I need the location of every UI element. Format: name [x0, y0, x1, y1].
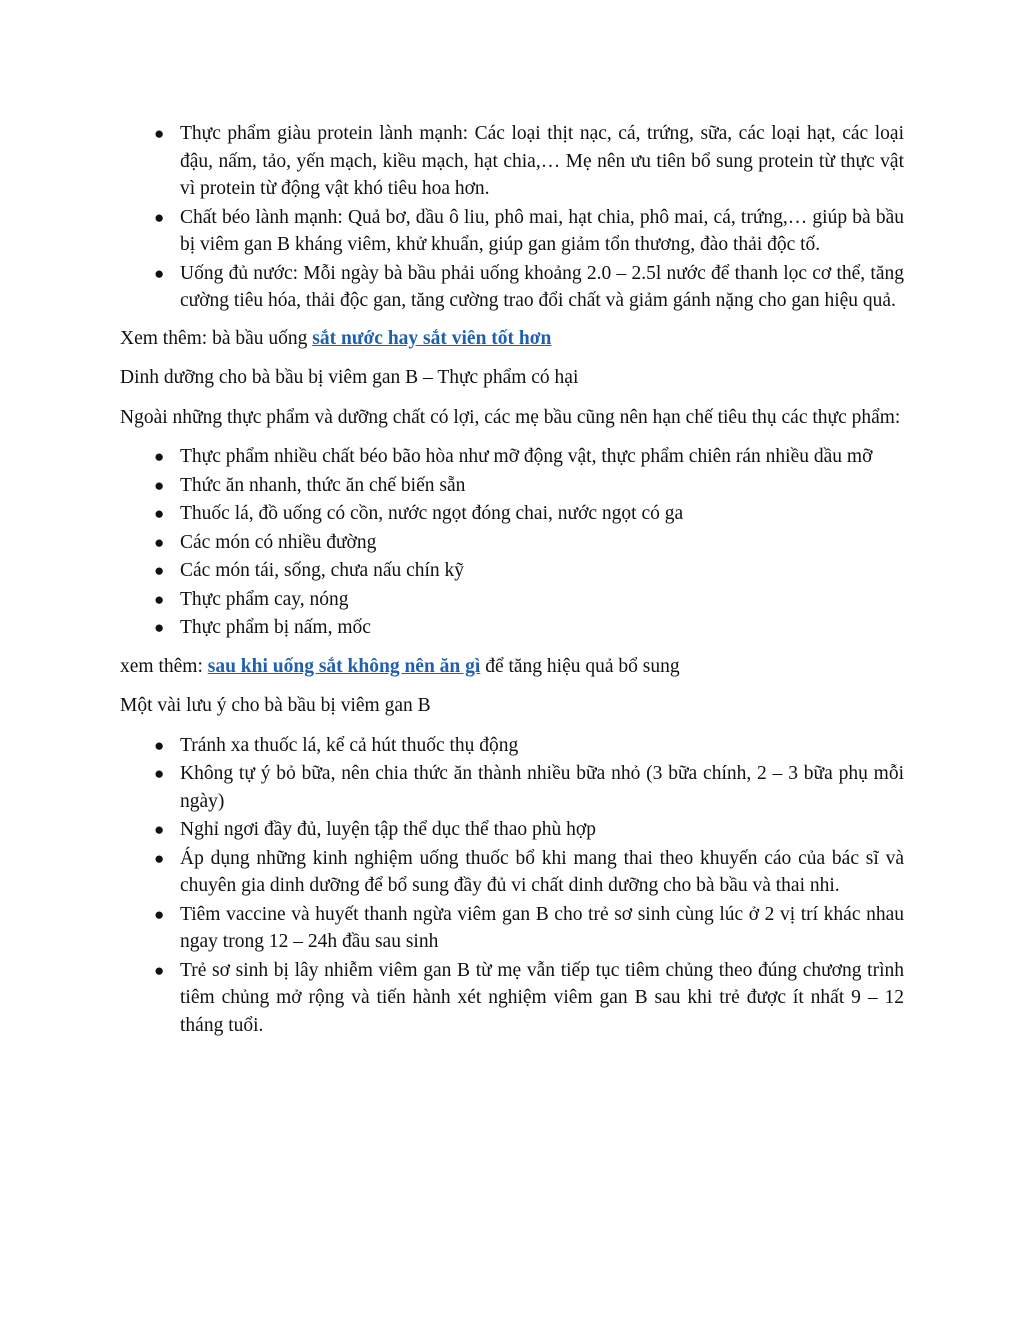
notes-list — [120, 732, 904, 1040]
list-item — [120, 204, 904, 259]
list-item-text: Áp dụng những kinh nghiệm uống thuốc bổ khi mang thai theo khuyến cáo của bác sĩ và chuyên gia dinh dưỡng để bổ sung đầy đủ vi chất dinh dưỡng cho bà bầu và thai nhi. — [180, 847, 904, 896]
list-item — [120, 120, 904, 203]
bullet-icon: ● — [154, 589, 165, 609]
bullet-icon: ● — [154, 263, 165, 283]
list-item-text: Không tự ý bỏ bữa, nên chia thức ăn thành nhiều bữa nhỏ (3 bữa chính, 2 – 3 bữa phụ mỗi ngày) — [180, 763, 904, 812]
list-item-text: Các món có nhiều đường — [180, 531, 377, 553]
list-item — [120, 529, 904, 557]
list-item-text: Thực phẩm giàu protein lành mạnh: Các loại thịt nạc, cá, trứng, sữa, các loại hạt, các loại đậu, nấm, tảo, yến mạch, kiều mạch, hạt chia,… Mẹ nên ưu tiên bổ sung protein từ thực vật vì protein từ động vật khó tiêu hoa hơn. — [180, 123, 904, 199]
healthy-foods-list — [120, 120, 904, 315]
list-item-text: Thực phẩm nhiều chất béo bão hòa như mỡ động vật, thực phẩm chiên rán nhiều dầu mỡ — [180, 446, 873, 467]
list-item-text: Tiêm vaccine và huyết thanh ngừa viêm gan B cho trẻ sơ sinh cùng lúc ở 2 vị trí khác nhau ngay trong 12 – 24h đầu sau sinh — [180, 903, 904, 952]
list-item — [120, 732, 904, 760]
bullet-icon: ● — [154, 960, 165, 980]
list-item-text: Uống đủ nước: Mỗi ngày bà bầu phải uống khoảng 2.0 – 2.5l nước để thanh lọc cơ thể, tăng cường tiêu hóa, thải độc gan, tăng cường trao đổi chất và giảm gánh nặng cho gan hiệu quả. — [180, 262, 904, 311]
see-also-suffix: để tăng hiệu quả bổ sung — [480, 655, 680, 677]
section-heading-harmful-foods: Dinh dưỡng cho bà bầu bị viêm gan B – Thực phẩm có hại — [120, 367, 579, 388]
list-item-text: Thực phẩm bị nấm, mốc — [180, 617, 371, 638]
list-item — [120, 586, 904, 614]
list-item-text: Trẻ sơ sinh bị lây nhiễm viêm gan B từ mẹ vẫn tiếp tục tiêm chủng theo đúng chương trình tiêm chủng mở rộng và tiến hành xét nghiệm viêm gan B sau khi trẻ được ít nhất 9 – 12 tháng tuổi. — [180, 959, 904, 1036]
list-item — [120, 957, 904, 1040]
list-item — [120, 816, 904, 844]
list-item — [120, 443, 904, 471]
list-item — [120, 901, 904, 956]
list-item-text: Chất béo lành mạnh: Quả bơ, dầu ô liu, phô mai, hạt chia, phô mai, cá, trứng,… giúp bà bầu bị viêm gan B kháng viêm, khử khuẩn, giúp gan giảm tổn thương, đào thải độc tố. — [180, 206, 904, 255]
bullet-icon: ● — [154, 207, 165, 227]
harmful-foods-list — [120, 443, 904, 642]
document-page — [120, 120, 904, 1040]
section-heading-notes: Một vài lưu ý cho bà bầu bị viêm gan B — [120, 695, 431, 716]
list-item — [120, 557, 904, 585]
list-item-text: Thức ăn nhanh, thức ăn chế biến sẵn — [180, 474, 466, 496]
see-also-paragraph — [120, 325, 904, 353]
after-iron-link[interactable]: sau khi uống sắt không nên ăn gì — [207, 655, 481, 677]
bullet-icon: ● — [154, 618, 165, 637]
list-item — [120, 260, 904, 315]
list-item — [120, 500, 904, 528]
bullet-icon: ● — [154, 848, 165, 868]
see-also-prefix: xem thêm: — [120, 655, 208, 677]
iron-form-link[interactable]: sắt nước hay sắt viên tốt hơn — [312, 327, 552, 349]
list-item-text: Các món tái, sống, chưa nấu chín kỹ — [180, 560, 465, 581]
bullet-icon: ● — [154, 124, 165, 143]
bullet-icon: ● — [154, 475, 165, 495]
list-item-text: Thuốc lá, đồ uống có cồn, nước ngọt đóng chai, nước ngọt có ga — [180, 503, 684, 524]
bullet-icon: ● — [154, 561, 165, 580]
list-item-text: Tránh xa thuốc lá, kể cả hút thuốc thụ động — [180, 734, 519, 756]
see-also-prefix: Xem thêm: bà bầu uống — [120, 327, 313, 349]
list-item — [120, 760, 904, 815]
bullet-icon: ● — [154, 504, 165, 523]
list-item-text: Nghỉ ngơi đầy đủ, luyện tập thể dục thể thao phù hợp — [180, 819, 596, 840]
see-also-paragraph — [120, 653, 904, 681]
list-item — [120, 472, 904, 500]
bullet-icon: ● — [154, 764, 165, 783]
bullet-icon: ● — [154, 904, 165, 924]
bullet-icon: ● — [154, 735, 165, 755]
list-item — [120, 614, 904, 642]
bullet-icon: ● — [154, 820, 165, 839]
list-item-text: Thực phẩm cay, nóng — [180, 588, 349, 610]
list-item — [120, 845, 904, 900]
bullet-icon: ● — [154, 447, 165, 466]
bullet-icon: ● — [154, 532, 165, 552]
harmful-foods-intro: Ngoài những thực phẩm và dưỡng chất có lợi, các mẹ bầu cũng nên hạn chế tiêu thụ các thực phẩm: — [120, 406, 901, 428]
